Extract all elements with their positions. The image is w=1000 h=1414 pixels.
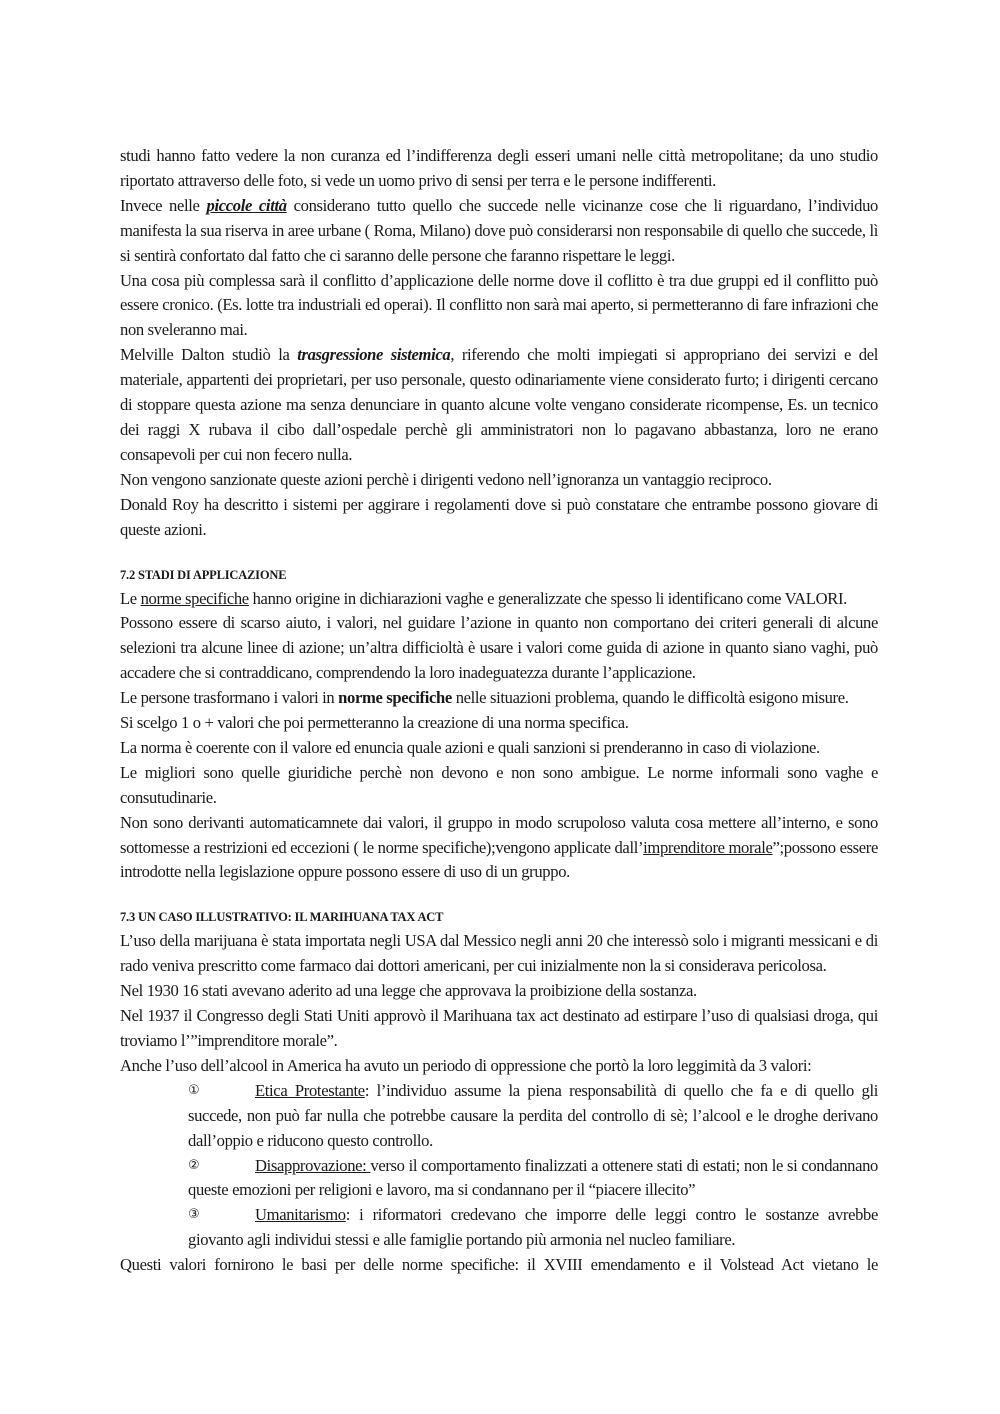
circled-number-icon: ③ xyxy=(188,1207,200,1223)
list-item-term: Umanitarismo xyxy=(255,1205,346,1225)
list-item-text: : l’individuo assume la piena responsabilità di quello che fa e di quello gli succede, non può far nulla che potrebbe causare la perdita del controllo di sè; l’alcool e le droghe derivano dall’oppio e riducono questo controllo. xyxy=(188,1080,878,1150)
paragraph: Nel 1937 il Congresso degli Stati Uniti approvò il Marihuana tax act destinato ad estirpare l’uso di qualsiasi droga, qui troviamo l’”imprenditore morale”. xyxy=(120,1006,878,1050)
paragraph: L’uso della marijuana è stata importata negli USA dal Messico negli anni 20 che interessò solo i migranti messicani e di rado veniva prescritto come farmaco dai dottori americani, per cui inizialmente non la si considerava pericolosa. xyxy=(120,931,878,976)
text: Le xyxy=(120,588,141,608)
paragraph: Nel 1930 16 stati avevano aderito ad una legge che approvava la proibizione della sostanza. xyxy=(120,981,697,1001)
list-item xyxy=(120,1154,878,1204)
text: ”;possono essere introdotte nella legislazione oppure possono essere di uso di un gruppo. xyxy=(120,837,879,882)
paragraph xyxy=(120,194,878,269)
text: , riferendo che molti impiegati si appropriano dei servizi e del materiale, appartenti dei proprietari, per uso personale, questo odinariamente viene considerato furto; i dirigenti cercano di stoppare questa azione ma senza denunciare in quanto alcune volte vengano considerate ricompense, Es. un tecnico dei raggi X rubava il cibo dall’ospedale perchè gli amministratori non lo pagavano abbastanza, loro ne erano consapevoli per cui non fecero nulla. xyxy=(120,345,878,464)
text: Non sono derivanti automaticamnete dai valori, il gruppo in modo scrupoloso valuta cosa mettere all’interno, e sono sottomesse a restrizioni ed eccezioni ( le norme specifiche);vengono applicate dall’ xyxy=(120,812,878,857)
paragraph xyxy=(120,686,878,711)
paragraph xyxy=(120,343,878,468)
text: considerano tutto quello che succede nelle vicinanze cose che li riguardano, l’individuo manifesta la sua riserva in aree urbane ( Roma, Milano) dove può considerarsi non responsabile di quello che succede, lì si sentirà confortato dal fatto che ci saranno delle persone che faranno rispettare le leggi. xyxy=(120,195,878,265)
text: Invece nelle xyxy=(120,195,207,215)
underlined-text: norme specifiche xyxy=(140,588,249,608)
paragraph: Possono essere di scarso aiuto, i valori, nel guidare l’azione in quanto non comportano dei criteri generali di alcune selezioni tra alcune linee di azione; un’altra difficioltà è usare i valori come guida di azione in quanto siano vaghi, può accadere che si contraddicano, comprendendo la loro inadeguatezza durante l’applicazione. xyxy=(120,613,878,683)
paragraph: Una cosa più complessa sarà il conflitto d’applicazione delle norme dove il coflitto è tra due gruppi ed il conflitto può essere cronico. (Es. lotte tra industriali ed operai). Il conflitto non sarà mai aperto, si permetteranno di fare infrazioni che non sveleranno mai. xyxy=(120,270,878,340)
emphasis-text: trasgressione sistemica xyxy=(297,345,451,365)
document-page xyxy=(120,144,878,1278)
paragraph xyxy=(120,587,878,612)
text: nelle situazioni problema, quando le difficoltà esigono misure. xyxy=(451,688,849,708)
paragraph: La norma è coerente con il valore ed enuncia quale azioni e quali sanzioni si prenderanno in caso di violazione. xyxy=(120,737,820,757)
text: hanno origine in dichiarazioni vaghe e generalizzate che spesso li identificano come VALORI. xyxy=(248,588,847,608)
list-item-text: verso il comportamento finalizzati a ottenere stati di estati; non le si condannano queste emozioni per religioni e lavoro, ma si condannano per il “piacere illecito” xyxy=(188,1155,878,1200)
list-item-term: Disapprovazione: xyxy=(255,1155,371,1175)
paragraph: Anche l’uso dell’alcool in America ha avuto un periodo di oppressione che portò la loro leggimità da 3 valori: xyxy=(120,1055,812,1075)
paragraph: Le migliori sono quelle giuridiche perchè non devono e non sono ambigue. Le norme informali sono vaghe e consutudinarie. xyxy=(120,762,878,807)
text: Le persone trasformano i valori in xyxy=(120,688,339,708)
paragraph: Donald Roy ha descritto i sistemi per aggirare i regolamenti dove si può constatare che entrambe possono giovare di queste azioni. xyxy=(120,494,878,539)
emphasis-text: piccole città xyxy=(206,195,287,215)
paragraph xyxy=(120,811,878,886)
circled-number-icon: ② xyxy=(188,1157,200,1173)
list-item xyxy=(120,1203,878,1253)
paragraph: Questi valori fornirono le basi per delle norme specifiche: il XVIII emendamento e il Volstead Act vietano le xyxy=(120,1255,878,1275)
text: Melville Dalton studiò la xyxy=(120,345,298,365)
circled-number-icon: ① xyxy=(188,1082,200,1098)
section-heading: 7.3 UN CASO ILLUSTRATIVO: IL MARIHUANA TAX ACT xyxy=(120,910,444,925)
section-heading: 7.2 STADI DI APPLICAZIONE xyxy=(120,567,287,582)
bold-text: norme specifiche xyxy=(338,688,452,708)
list-item-term: Etica Protestante xyxy=(255,1080,365,1100)
values-list xyxy=(120,1079,878,1253)
paragraph: Non vengono sanzionate queste azioni perchè i dirigenti vedono nell’ignoranza un vantaggio reciproco. xyxy=(120,469,772,489)
list-item xyxy=(120,1079,878,1154)
paragraph: Si scelgo 1 o + valori che poi permetteranno la creazione di una norma specifica. xyxy=(120,713,629,733)
list-item-text: : i riformatori credevano che imporre delle leggi contro le sostanze avrebbe giovanto agli individui stessi e alle famiglie portando più armonia nel nucleo familiare. xyxy=(188,1205,878,1250)
underlined-text: imprenditore morale xyxy=(643,837,773,857)
paragraph: studi hanno fatto vedere la non curanza ed l’indifferenza degli esseri umani nelle città metropolitane; da uno studio riportato attraverso delle foto, si vede un uomo privo di sensi per terra e le persone indifferenti. xyxy=(120,146,878,190)
